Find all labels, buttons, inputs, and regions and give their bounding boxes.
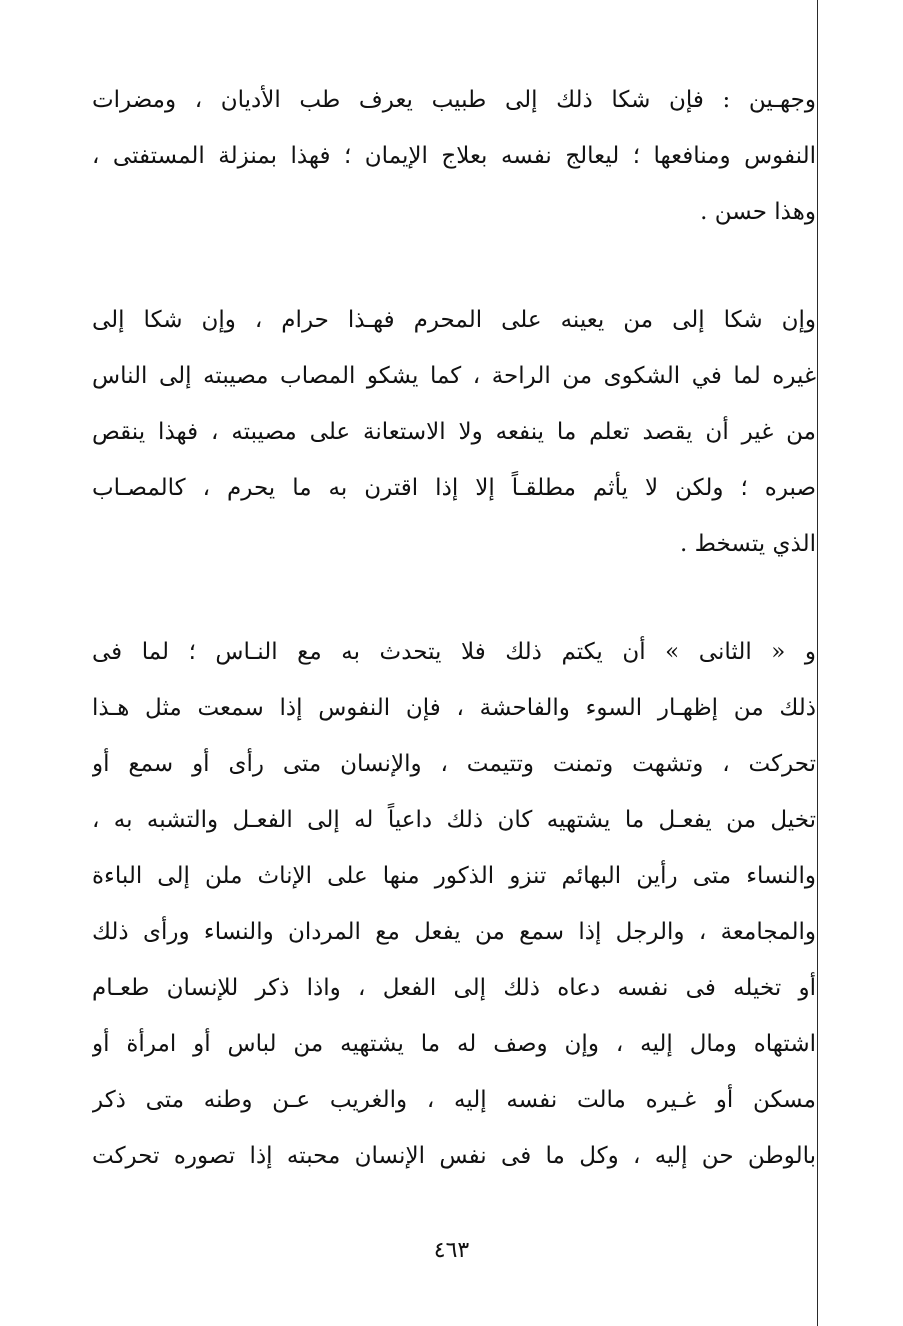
text-line: والمجامعة ، والرجل إذا سمع من يفعل مع المردان والنساء ورأى ذلك bbox=[92, 919, 816, 945]
text-line: ذلك من إظهـار السوء والفاحشة ، فإن النفوس إذا سمعت مثل هـذا bbox=[92, 695, 816, 721]
paragraph-1 bbox=[92, 72, 816, 240]
text-line: من غير أن يقصد تعلم ما ينفعه ولا الاستعانة على مصيبته ، فهذا ينقص bbox=[92, 419, 816, 445]
text-line: وإن شكا إلى من يعينه على المحرم فهـذا حرام ، وإن شكا إلى bbox=[92, 307, 816, 333]
text-line: و « الثانى » أن يكتم ذلك فلا يتحدث به مع النـاس ؛ لما فى bbox=[92, 639, 816, 665]
text-line: صبره ؛ ولكن لا يأثم مطلقـاً إلا إذا اقترن به ما يحرم ، كالمصـاب bbox=[92, 475, 816, 501]
text-line: بالوطن حن إليه ، وكل ما فى نفس الإنسان محبته إذا تصوره تحركت bbox=[92, 1143, 816, 1169]
text-line: أو تخيله فى نفسه دعاه ذلك إلى الفعل ، واذا ذكر للإنسان طعـام bbox=[92, 975, 816, 1001]
paragraph-3 bbox=[92, 624, 816, 1184]
page-number: ٤٦٣ bbox=[433, 1238, 470, 1263]
text-line: النفوس ومنافعها ؛ ليعالج نفسه بعلاج الإيمان ؛ فهذا بمنزلة المستفتى ، bbox=[92, 143, 816, 169]
text-line: غيره لما في الشكوى من الراحة ، كما يشكو المصاب مصيبته إلى الناس bbox=[92, 363, 816, 389]
paragraph-2 bbox=[92, 292, 816, 572]
text-line: وهذا حسن . bbox=[700, 199, 816, 225]
text-line: تخيل من يفعـل ما يشتهيه كان ذلك داعياً له إلى الفعـل والتشبه به ، bbox=[92, 807, 816, 833]
margin-rule bbox=[817, 0, 818, 1326]
text-line: الذي يتسخط . bbox=[680, 531, 816, 557]
text-line: وجهـين : فإن شكا ذلك إلى طبيب يعرف طب الأديان ، ومضرات bbox=[92, 87, 816, 113]
text-line: مسكن أو غـيره مالت نفسه إليه ، والغريب عـن وطنه متى ذكر bbox=[92, 1087, 816, 1113]
text-line: تحركت ، وتشهت وتمنت وتتيمت ، والإنسان متى رأى أو سمع أو bbox=[92, 751, 816, 777]
text-line: والنساء متى رأين البهائم تنزو الذكور منها على الإناث ملن إلى الباءة bbox=[92, 863, 816, 889]
text-line: اشتهاه ومال إليه ، وإن وصف له ما يشتهيه من لباس أو امرأة أو bbox=[92, 1031, 816, 1057]
